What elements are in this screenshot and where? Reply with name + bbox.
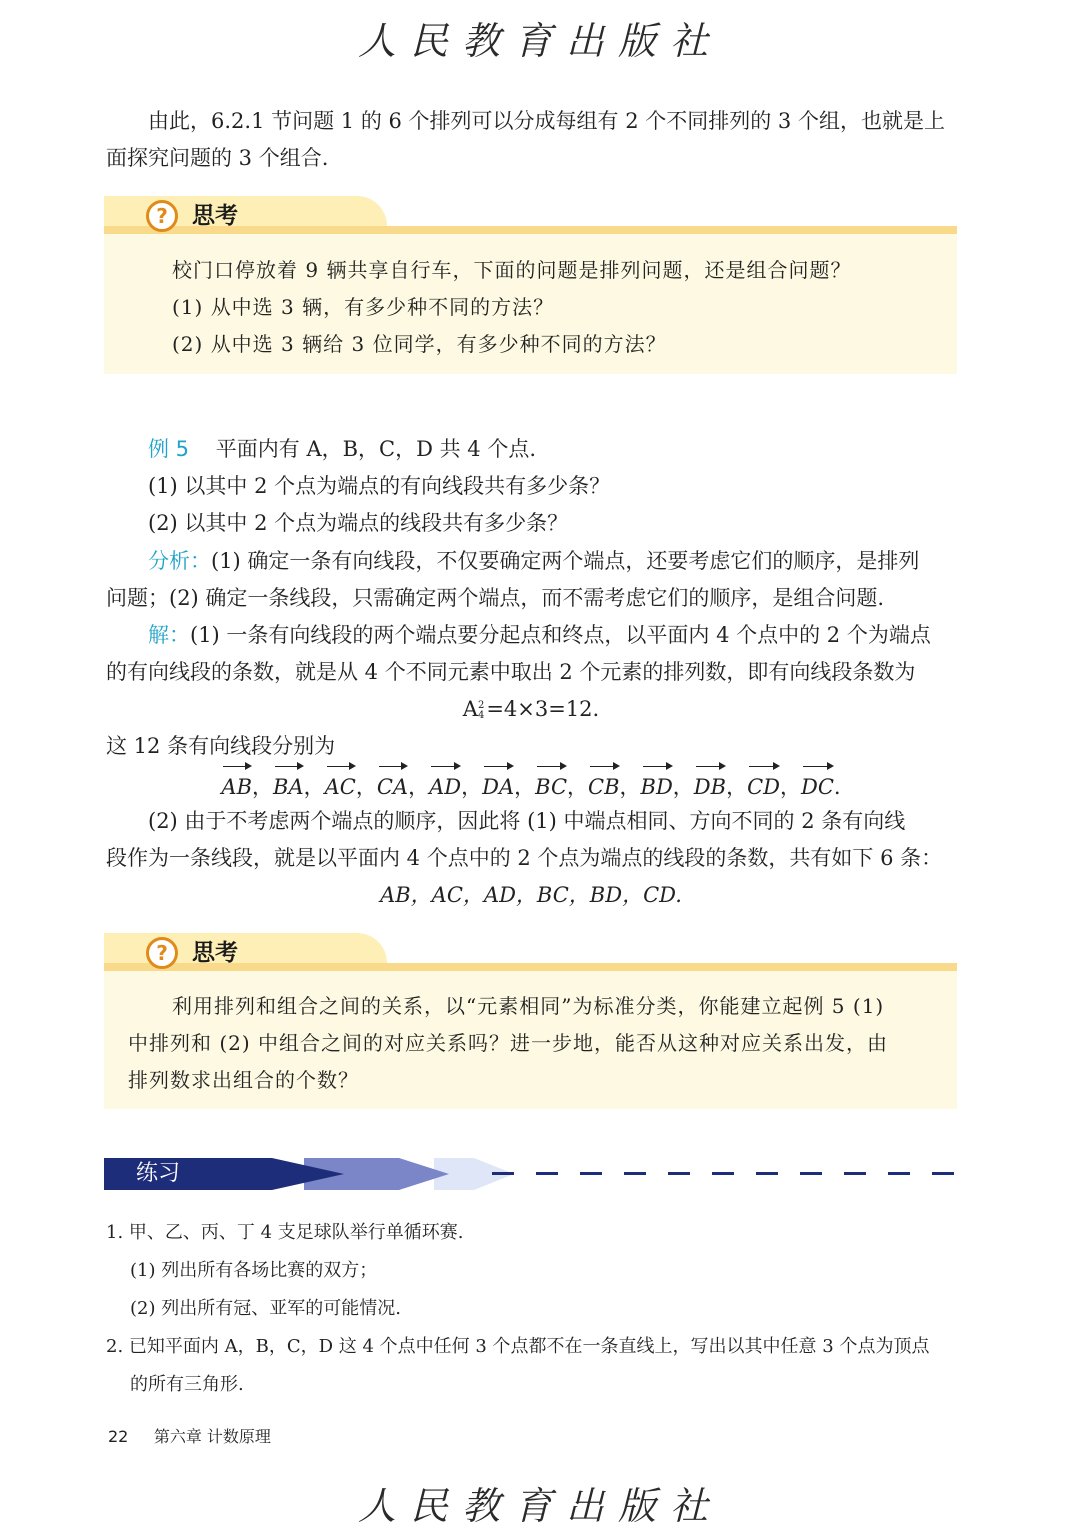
solution-label: 解： (148, 623, 190, 647)
question-icon: ? (146, 200, 178, 232)
exercise-item-2: 2. 已知平面内 A，B，C，D 这 4 个点中任何 3 个点都不在一条直线上，写出以其中任意 3 个点为顶点 (106, 1336, 930, 1357)
page-footer (108, 1424, 271, 1447)
exercise-item-1-1: (1) 列出所有各场比赛的双方； (130, 1260, 378, 1281)
segments-list: AB，AC，AD，BC，BD，CD. (380, 883, 682, 907)
publisher-logo-top: 人民教育出版社 (357, 19, 722, 63)
vector-ba: BA (273, 765, 304, 806)
analysis-line-2: 问题；(2) 确定一条线段，只需确定两个端点，而不需考虑它们的顺序，是组合问题. (106, 586, 885, 610)
vectors-intro: 这 12 条有向线段分别为 (106, 734, 336, 758)
part2-line-2: 段作为一条线段，就是以平面内 4 个点中的 2 个点为端点的线段的条数，共有如下 6 条： (106, 846, 943, 870)
vector-da: DA (482, 765, 514, 806)
part2-line-1: (2) 由于不考虑两个端点的顺序，因此将 (1) 中端点相同、方向不同的 2 条有向线 (148, 809, 906, 833)
think-box-1 (104, 203, 957, 374)
vector-cd: CD (747, 765, 780, 806)
analysis-text: (1) 确定一条有向线段，不仅要确定两个端点，还要考虑它们的顺序，是排列 (211, 549, 920, 573)
formula-symbol: A (462, 697, 478, 721)
think2-line-1: 利用排列和组合之间的关系，以“元素相同”为标准分类，你能建立起例 5 (1) (172, 994, 885, 1018)
page-number: 22 (108, 1427, 129, 1446)
think-title: 思考 (192, 203, 238, 229)
exercise-item-1-2: (2) 列出所有冠、亚军的可能情况. (130, 1298, 401, 1319)
vector-ad: AD (429, 765, 461, 806)
formula-result: =4×3=12. (486, 697, 600, 721)
analysis-line-1 (148, 543, 956, 580)
formula-sup: 2 (477, 699, 485, 711)
solution-line-2: 的有向线段的条数，就是从 4 个不同元素中取出 2 个元素的排列数，即有向线段条数为 (106, 660, 916, 684)
vector-bc: BC (535, 765, 567, 806)
vector-ca: CA (377, 765, 408, 806)
vector-dc: DC (801, 765, 834, 806)
vector-cb: CB (588, 765, 620, 806)
example-statement (148, 431, 948, 468)
intro-line-1: 由此，6.2.1 节问题 1 的 6 个排列可以分成每组有 2 个不同排列的 3 个组，也就是上 (148, 109, 945, 133)
vector-bd: BD (641, 765, 673, 806)
vector-ac: AC (325, 765, 356, 806)
analysis-label: 分析： (148, 549, 211, 573)
vector-ab: AB (221, 765, 252, 806)
exercise-item-2-cont: 的所有三角形. (130, 1374, 244, 1395)
exercise-item-1: 1. 甲、乙、丙、丁 4 支足球队举行单循环赛. (106, 1222, 464, 1243)
think-line-2: (1) 从中选 3 辆，有多少种不同的方法？ (172, 295, 555, 319)
formula-sub: 4 (477, 709, 485, 721)
publisher-logo-bottom: 人民教育出版社 (357, 1484, 722, 1528)
think-box-2 (104, 940, 957, 1109)
example-label: 例 5 (148, 437, 190, 461)
example-question-1: (1) 以其中 2 个点为端点的有向线段共有多少条？ (148, 474, 611, 498)
solution-line-1 (148, 617, 956, 654)
chapter-title: 第六章 计数原理 (153, 1427, 271, 1446)
solution-text: (1) 一条有向线段的两个端点要分起点和终点，以平面内 4 个点中的 2 个为端点 (190, 623, 931, 647)
think-line-3: (2) 从中选 3 辆给 3 位同学，有多少种不同的方法？ (172, 332, 667, 356)
think2-line-3: 排列数求出组合的个数？ (128, 1068, 359, 1092)
exercise-title: 练习 (104, 1158, 272, 1190)
permutation-formula (106, 691, 956, 728)
question-icon: ? (146, 937, 178, 969)
intro-line-2: 面探究问题的 3 个组合. (106, 146, 329, 170)
vector-db: DB (694, 765, 726, 806)
think-title: 思考 (192, 940, 238, 966)
think-line-1: 校门口停放着 9 辆共享自行车，下面的问题是排列问题，还是组合问题？ (172, 258, 852, 282)
example-text: 平面内有 A，B，C，D 共 4 个点. (215, 437, 537, 461)
exercise-dashed-rule (492, 1172, 957, 1175)
vectors-list: AB，BA，AC，CA，AD，DA，BC，CB，BD，DB，CD，DC. (106, 765, 956, 806)
think2-line-2: 中排列和 (2) 中组合之间的对应关系吗？进一步地，能否从这种对应关系出发，由 (128, 1031, 889, 1055)
example-question-2: (2) 以其中 2 个点为端点的线段共有多少条？ (148, 511, 569, 535)
